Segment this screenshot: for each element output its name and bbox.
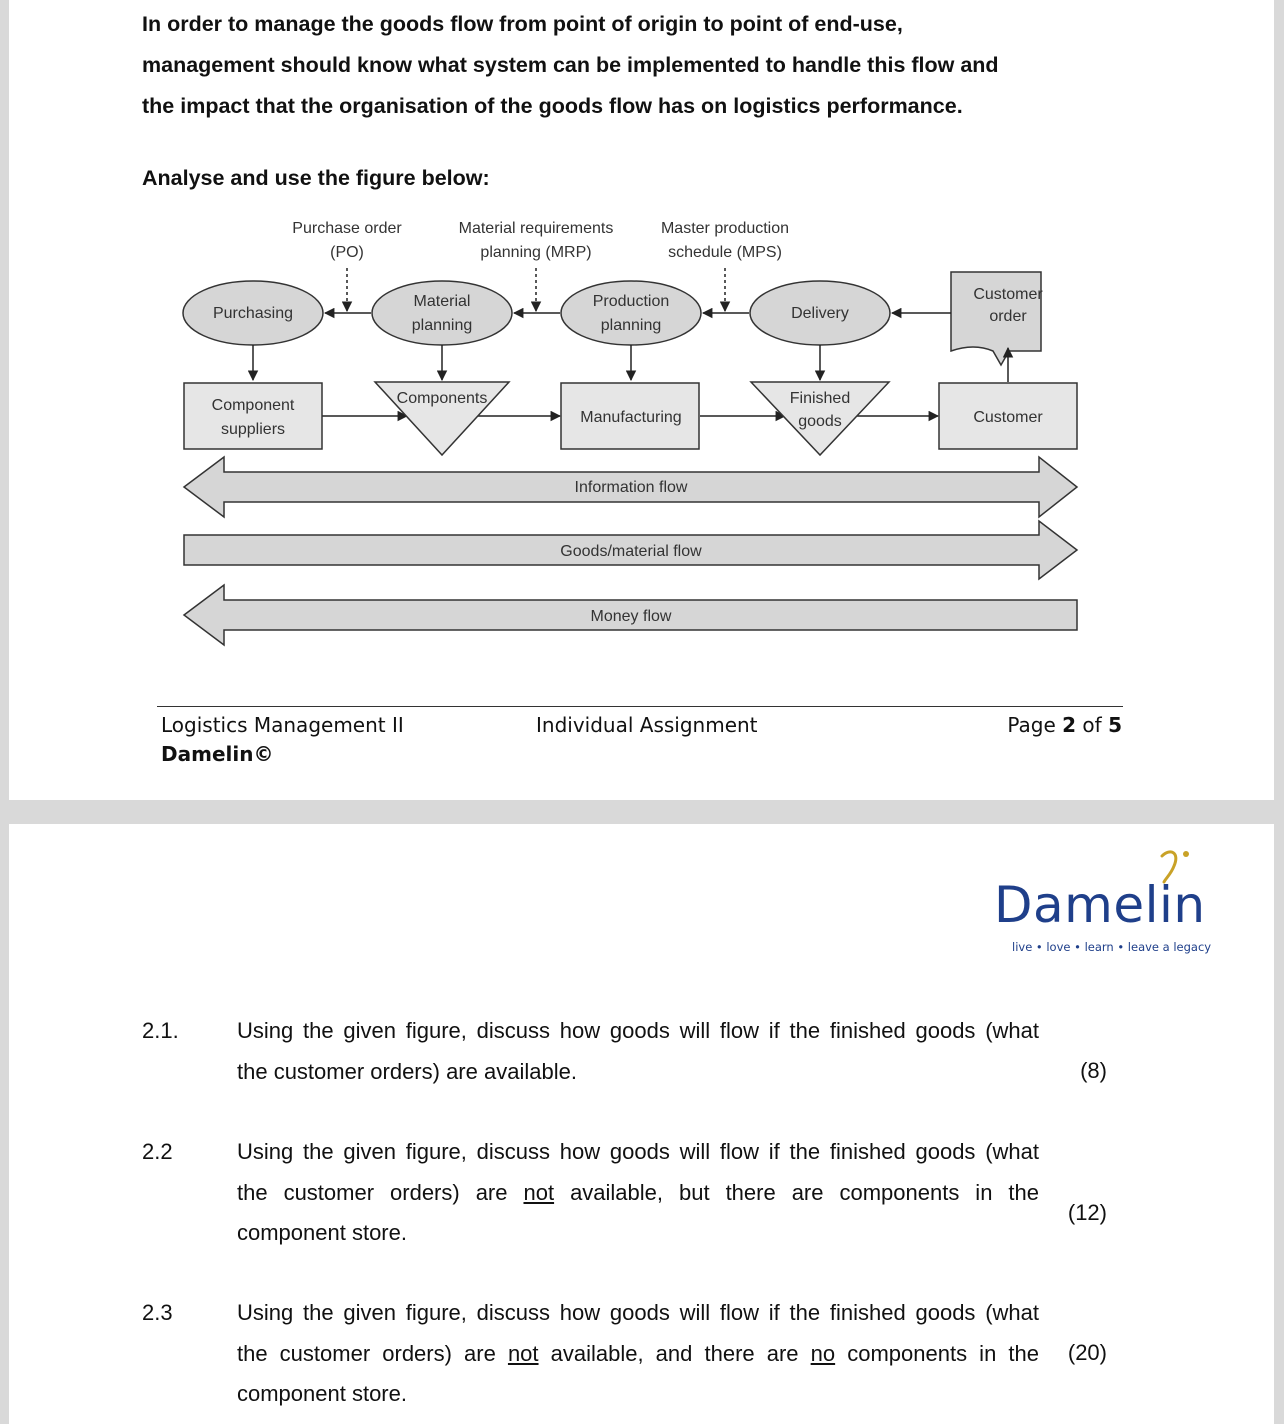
logo-wordmark: Damelin [994, 876, 1206, 934]
delivery-label: Delivery [791, 305, 849, 322]
production-planning-oval [561, 281, 701, 345]
document-page-2 [9, 824, 1274, 1424]
intro-paragraph [142, 4, 1102, 127]
finished-goods-label: Finished goods [789, 390, 851, 430]
intro-line: management should know what system can be implemented to handle this flow and [142, 53, 999, 77]
goods-flow-label: Goods/material flow [560, 543, 702, 560]
analyse-heading: Analyse and use the figure below: [142, 166, 490, 190]
question-text: Using the given figure, discuss how goods will flow if the finished goods (what the customer orders) are not available, but there are components in the component store. [237, 1139, 1040, 1245]
footer-brand: Damelin© [161, 742, 274, 766]
question-text: Using the given figure, discuss how goods will flow if the finished goods (what the customer orders) are available. [237, 1018, 1039, 1084]
production-planning-label: Production planning [592, 293, 670, 334]
goods-flow-figure [159, 205, 1089, 655]
component-suppliers-box [184, 383, 322, 449]
document-page-1 [9, 0, 1274, 800]
footer-divider [157, 706, 1123, 707]
damelin-logo [994, 844, 1224, 959]
question-marks: (20) [1067, 1340, 1107, 1365]
material-planning-label: Material planning [411, 293, 473, 334]
footer-assignment-type: Individual Assignment [536, 713, 758, 737]
question-number: 2.3 [142, 1300, 173, 1325]
material-planning-oval [372, 281, 512, 345]
manufacturing-label: Manufacturing [580, 409, 682, 426]
po-label: Purchase order (PO) [292, 220, 402, 261]
question-marks: (8) [1080, 1058, 1107, 1083]
mrp-label: Material requirements planning (MRP) [458, 220, 614, 261]
question-text: Using the given figure, discuss how goods will flow if the finished goods (what the customer orders) are not available, and there are no components in the component store. [237, 1300, 1039, 1406]
information-flow-label: Information flow [574, 479, 688, 496]
customer-order-label: Customer order [973, 286, 1043, 325]
mps-label: Master production schedule (MPS) [660, 220, 790, 261]
question-number: 2.2 [142, 1139, 173, 1164]
question-number: 2.1. [142, 1018, 179, 1043]
components-label: Components [396, 390, 488, 407]
purchasing-label: Purchasing [212, 305, 294, 322]
intro-line: the impact that the organisation of the goods flow has on logistics performance. [142, 94, 963, 118]
footer-page-number: Page 2 of 5 [1007, 713, 1122, 737]
logo-tagline: live • love • learn • leave a legacy [1012, 940, 1212, 954]
footer-left [161, 711, 404, 769]
intro-line: In order to manage the goods flow from point of origin to point of end-use, [142, 12, 903, 36]
customer-label: Customer [973, 409, 1043, 426]
question-marks: (12) [1067, 1200, 1107, 1225]
component-suppliers-label: Component suppliers [211, 397, 295, 438]
footer-course-title: Logistics Management II [161, 713, 404, 737]
money-flow-label: Money flow [590, 608, 672, 625]
